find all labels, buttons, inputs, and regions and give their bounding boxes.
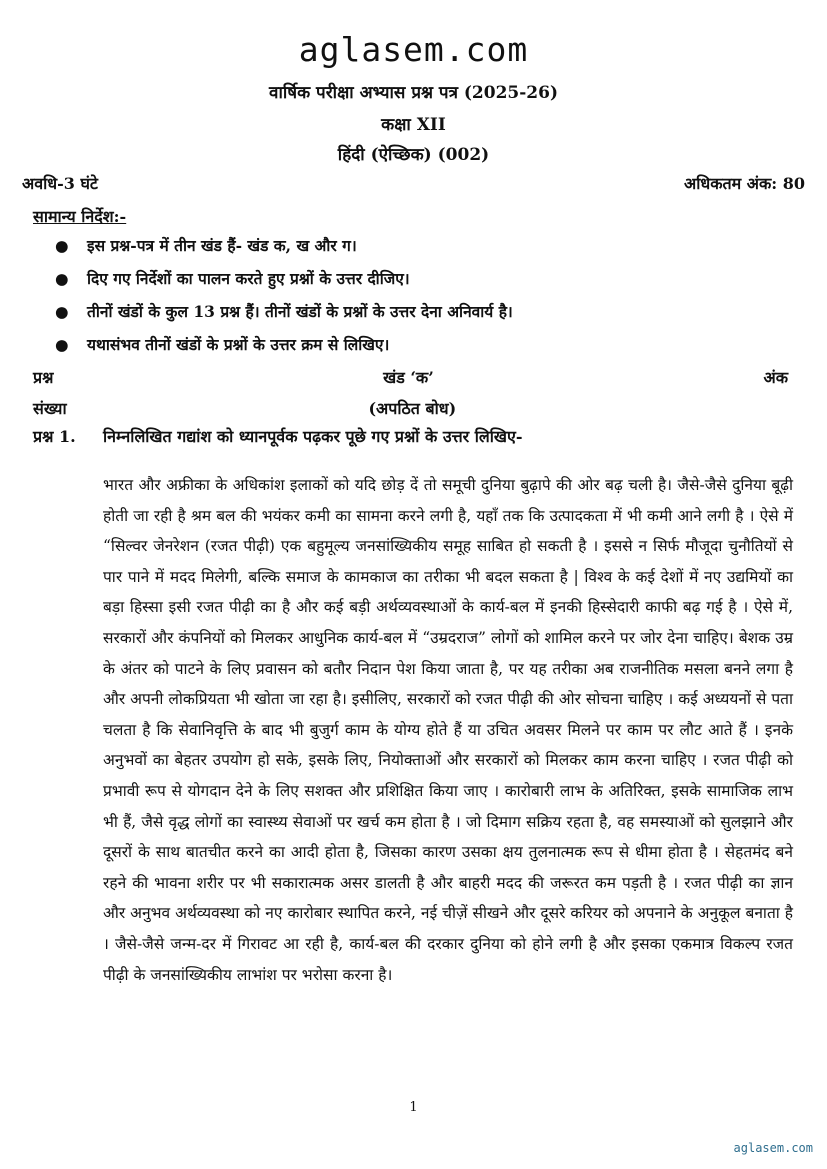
- marks-col-label: अंक: [763, 368, 788, 387]
- instruction-item: ● यथासंभव तीनों खंडों के प्रश्नों के उत्तर क्रम से लिखिए।: [55, 333, 513, 366]
- instructions-list: [55, 234, 513, 366]
- max-marks: अधिकतम अंक: 80: [683, 174, 805, 193]
- footer-watermark: aglasem.com: [733, 1141, 813, 1155]
- section-subtitle: (अपठित बोध): [368, 399, 457, 418]
- instruction-item: ● दिए गए निर्देशों का पालन करते हुए प्रश्नों के उत्तर दीजिए।: [55, 267, 513, 300]
- duration: अवधि-3 घंटे: [22, 174, 98, 193]
- question-col-label: प्रश्न: [33, 368, 54, 387]
- bullet-icon: ●: [55, 269, 69, 288]
- bullet-icon: ●: [55, 236, 69, 255]
- bullet-icon: ●: [55, 335, 69, 354]
- paper-title: वार्षिक परीक्षा अभ्यास प्रश्न पत्र (2025-26): [269, 83, 558, 103]
- instruction-item: ● तीनों खंडों के कुल 13 प्रश्न हैं। तीनों खंडों के प्रश्नों के उत्तर देना अनिवार्य है।: [55, 300, 513, 333]
- number-col-label: संख्या: [33, 399, 67, 418]
- meta-row: [22, 172, 805, 194]
- class-label: कक्षा XII: [381, 115, 446, 135]
- bullet-icon: ●: [55, 302, 69, 321]
- question-text: निम्नलिखित गद्यांश को ध्यानपूर्वक पढ़कर पूछे गए प्रश्नों के उत्तर लिखिए-: [103, 427, 523, 446]
- instructions-title: सामान्य निर्देश:-: [33, 207, 127, 226]
- question-1: [33, 425, 793, 447]
- page-number: 1: [409, 1100, 418, 1115]
- brand-logo: aglasem.com: [298, 30, 529, 69]
- section-subheader-row: [33, 397, 788, 419]
- subject-label: हिंदी (ऐच्छिक) (002): [337, 145, 490, 165]
- question-number: प्रश्न 1.: [33, 427, 76, 446]
- section-name: खंड ‘क’: [383, 368, 434, 387]
- instruction-item: ● इस प्रश्न-पत्र में तीन खंड हैं- खंड क, ख और ग।: [55, 234, 513, 267]
- spacer: [758, 397, 788, 419]
- section-header-row: [33, 366, 788, 388]
- passage: भारत और अफ्रीका के अधिकांश इलाकों को यदि छोड़ दें तो समूची दुनिया बुढ़ापे की ओर बढ़ चली है। जैसे-जैसे दुनिया बूढ़ी होती जा रही है श्रम बल की भयंकर कमी का सामना करने लगी है, यहाँ तक कि उत्पादकता में भी कमी आने लगी है । ऐसे में “सिल्वर जेनरेशन (रजत पीढ़ी) एक बहुमूल्य जनसांख्यिकीय समूह साबित हो सकती है । इससे न सिर्फ मौजूदा चुनौतियों से पार पाने में मदद मिलेगी, बल्कि समाज के कामकाज का तरीका भी बदल सकता है | विश्व के कई देशों में नए उद्यमियों का बड़ा हिस्सा इसी रजत पीढ़ी का है और कई बड़ी अर्थव्यवस्थाओं के कार्य-बल में इनकी हिस्सेदारी काफी बढ़ गई है । ऐसे में, सरकारों और कंपनियों को मिलकर आधुनिक कार्य-बल में “उम्रदराज” लोगों को शामिल करने पर जोर देना चाहिए। बेशक उम्र के अंतर को पाटने के लिए प्रवासन को बतौर निदान पेश किया जाता है, पर यह तरीका अब राजनीतिक मसला बनने लगा है और अपनी लोकप्रियता भी खोता जा रहा है। इसीलिए, सरकारों को रजत पीढ़ी की ओर सोचना चाहिए । कई अध्ययनों से पता चलता है कि सेवानिवृत्ति के बाद भी बुजुर्ग काम के योग्य होते हैं या उचित अवसर मिलने पर काम पर लौट आते हैं । इनके अनुभवों का बेहतर उपयोग हो सके, इसके लिए, नियोक्ताओं और सरकारों को मिलकर काम करना चाहिए । रजत पीढ़ी को प्रभावी रूप से योगदान देने के लिए सशक्त और प्रशिक्षित किया जाए । कारोबारी लाभ के अतिरिक्त, इसके सामाजिक लाभ भी हैं, जैसे वृद्ध लोगों का स्वास्थ्य सेवाओं पर खर्च कम होता है । जो दिमाग सक्रिय रहता है, वह समस्याओं को सुलझाने और दूसरों के साथ बातचीत करने का आदी होता है, जिसका कारण उसका क्षय तुलनात्मक रूप से धीमा होता है । सेहतमंद बने रहने की भावना शरीर पर भी सकारात्मक असर डालती है और बाहरी मदद की जरूरत कम पड़ती है । रजत पीढ़ी का ज्ञान और अनुभव अर्थव्यवस्था को नए कारोबार स्थापित करने, नई चीज़ें सीखने और दूसरे करियर को अपनाने के अनुकूल बनाता है । जैसे-जैसे जन्म-दर में गिरावट आ रही है, कार्य-बल की दरकार दुनिया को होने लगी है और इसका एकमात्र विकल्प रजत पीढ़ी के जनसांख्यिकीय लाभांश पर भरोसा करना है।: [103, 476, 793, 984]
